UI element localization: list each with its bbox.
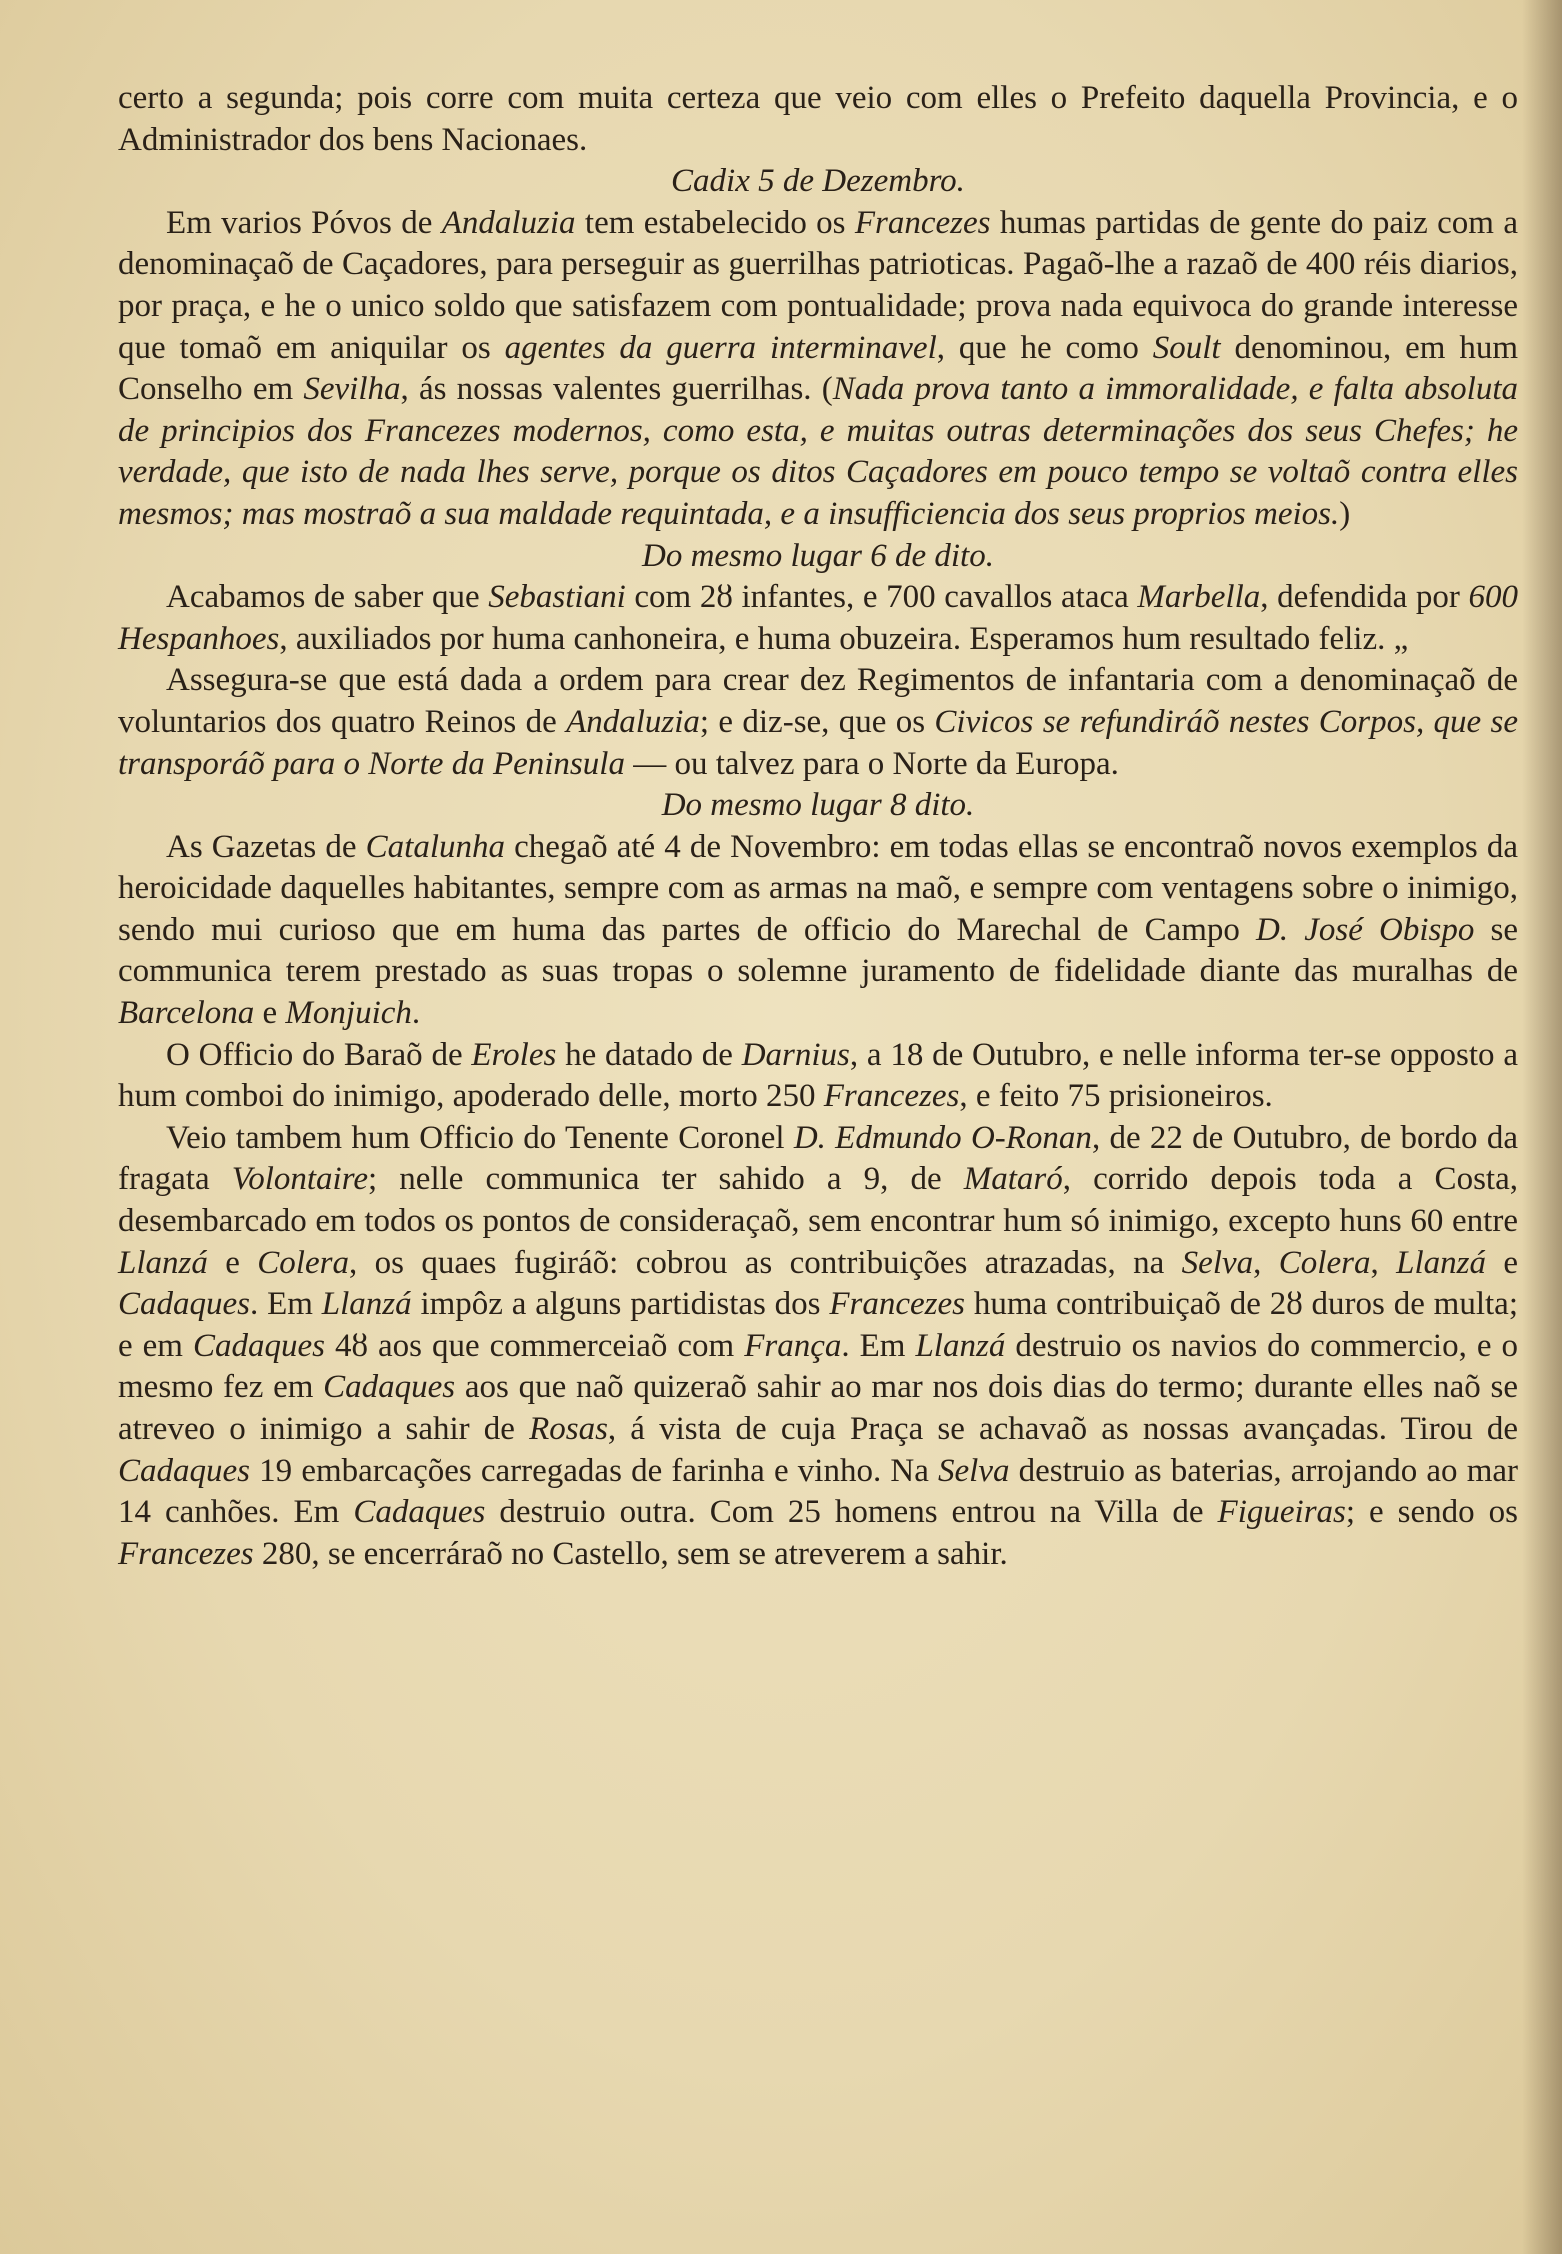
italic-run: Volontaire [231, 1161, 368, 1198]
text-run: Assegura-se que está dada a ordem para crear dez Regimentos de infantaria com a denominaçaõ de voluntarios dos quatro Reinos de [118, 662, 1518, 740]
italic-run: Soult [1152, 329, 1221, 366]
text-run: com 2ȣ infantes, e 700 cavallos ataca [625, 579, 1138, 616]
italic-run: Catalunha [365, 828, 505, 865]
text-run: , [1253, 1244, 1279, 1281]
text-run: , de 22 de Outubro, de bordo da fragata [118, 1119, 1518, 1198]
text-run: ) [1339, 495, 1351, 532]
italic-run: D. José Obispo [1256, 911, 1475, 948]
text-run: ; e sendo os [1345, 1494, 1519, 1531]
text-run: — ou talvez para o Norte da Europa. [624, 745, 1119, 782]
text-run: O Officio do Baraõ de [166, 1036, 472, 1073]
paragraph [118, 1035, 1518, 1118]
text-run: , defendida por [1260, 579, 1469, 616]
text-run: destruio os navios do commercio, e o mesmo fez em [118, 1327, 1519, 1406]
paragraph [118, 660, 1518, 785]
italic-run: Andaluzia [441, 204, 576, 241]
text-run: , corrido depois toda a Costa, desembarcado em todos os pontos de consideraçaõ, sem encontrar hum só inimigo, excepto huns 60 entre [118, 1161, 1518, 1240]
text-run: Veio tambem hum Officio do Tenente Coronel [166, 1119, 794, 1156]
dateline: Do mesmo lugar 6 de dito. [642, 537, 994, 574]
text-run: , á vista de cuja Praça se achavaõ as nossas avançadas. Tirou de [607, 1411, 1518, 1447]
italic-run: Francezes [829, 1286, 965, 1323]
page-edge-shadow [1522, 0, 1562, 2254]
italic-run: D. Edmundo O-Ronan [793, 1119, 1092, 1156]
italic-run: Selva [1181, 1244, 1254, 1281]
text-run: Em varios Póvos de [166, 204, 442, 241]
text-run: As Gazetas de [166, 828, 366, 865]
text-run: humas partidas de gente do paiz com a denominaçaõ de Caçadores, para perseguir as guerrilhas patrioticas. Pagaõ-lhe a razaõ de 400 réis diarios, por praça, e he o unico soldo que satisfazem com pontualidade; prova nada equivoca do grande interesse que tomaõ em aniquilar os [118, 204, 1518, 366]
text-run: , auxiliados por huma canhoneira, e huma obuzeira. Esperamos hum resultado feliz. „ [279, 620, 1409, 657]
text-run: , ás nossas valentes guerrilhas. ( [400, 371, 833, 408]
italic-run: Colera [257, 1244, 349, 1281]
text-run: tem estabelecido os [575, 204, 855, 241]
italic-run: Cadaques [353, 1494, 486, 1531]
text-run: se communica terem prestado as suas tropas o solemne juramento de fidelidade diante das muralhas de [118, 911, 1519, 990]
text-run: huma contribuiçaõ de 2ȣ duros de multa; e em [118, 1286, 1518, 1364]
italic-run: Eroles [471, 1036, 557, 1073]
paragraph [118, 203, 1518, 536]
italic-run: Llanzá [321, 1286, 412, 1323]
italic-run: Francezes [854, 204, 991, 241]
italic-run: Marbella [1137, 579, 1261, 616]
italic-run: Figueiras [1217, 1494, 1346, 1531]
text-run: destruio as baterias, arrojando ao mar 14 canhões. Em [118, 1452, 1518, 1531]
text-run: 280, se encerráraõ no Castello, sem se atreverem a sahir. [253, 1535, 1008, 1572]
italic-run: Barcelona [118, 995, 255, 1032]
text-run: ; nelle communica ter sahido a 9, de [368, 1161, 964, 1198]
italic-run: Selva [938, 1452, 1010, 1489]
text-run: impôz a alguns partidistas dos [411, 1286, 830, 1323]
text-run: e [254, 995, 286, 1032]
text-run: ; e diz-se, que os [699, 703, 935, 740]
italic-run: 600 Hespanhoes [118, 579, 1519, 657]
text-run: Acabamos de saber que [166, 579, 489, 616]
text-run: chegaõ até 4 de Novembro: em todas ellas se encontraõ novos exemplos da heroicidade daquelles habitantes, sempre com as armas na maõ, e sempre com ventagens sobre o inimigo, sendo mui curioso que em huma das partes de officio do Marechal de Campo [118, 828, 1518, 948]
text-run: , [1370, 1244, 1397, 1281]
italic-run: Rosas [529, 1411, 608, 1447]
italic-run: França [744, 1327, 842, 1364]
paragraph [118, 78, 1518, 161]
italic-run: Cadaques [192, 1327, 325, 1364]
italic-run: Monjuich [285, 995, 412, 1032]
text-run: destruio outra. Com 25 homens entrou na Villa de [485, 1494, 1218, 1531]
italic-run: Andaluzia [566, 703, 700, 740]
text-run: . [411, 995, 421, 1032]
text-run: e [1485, 1244, 1519, 1281]
italic-run: Colera [1278, 1244, 1371, 1281]
text-run: certo a segunda; pois corre com muita certeza que veio com elles o Prefeito daquella Provincia, e o Administrador dos bens Nacionaes. [118, 80, 1518, 158]
text-run: , que he como [936, 329, 1153, 366]
paragraph [118, 1118, 1518, 1576]
italic-run: Francezes [823, 1078, 960, 1115]
italic-run: Llanzá [118, 1244, 208, 1281]
italic-run: Mataró [963, 1161, 1063, 1198]
italic-run: Darnius [741, 1036, 850, 1073]
italic-run: Sebastiani [488, 579, 626, 616]
text-run: 4ȣ aos que commerceiaõ com [324, 1327, 745, 1364]
italic-run: Cadaques [118, 1286, 250, 1323]
italic-run: Nada prova tanto a immoralidade, e falta absoluta de principios dos Francezes modernos, como esta, e muitas outras determinações dos seus Chefes; he verdade, que isto de nada lhes serve, porque os ditos Caçadores em pouco tempo se voltaõ contra elles mesmos; mas mostraõ a sua maldade requintada, e a insufficiencia dos seus proprios meios. [118, 371, 1518, 532]
text-run: e [207, 1244, 258, 1281]
text-run: . Em [250, 1286, 322, 1323]
italic-run: Cadaques [118, 1452, 250, 1489]
text-run: aos que naõ quizeraõ sahir ao mar nos dois dias do termo; durante elles naõ se atreveo o inimigo a sahir de [118, 1369, 1518, 1447]
text-run: , os quaes fugiráõ: cobrou as contribuições atrazadas, na [348, 1244, 1182, 1281]
dateline: Do mesmo lugar 8 dito. [661, 787, 975, 824]
text-run: denominou, em hum Conselho em [118, 329, 1519, 408]
italic-run: Francezes [118, 1535, 254, 1572]
italic-run: Llanzá [915, 1327, 1006, 1364]
paragraph [118, 577, 1518, 660]
italic-run: Sevilha [303, 371, 401, 408]
text-run: 19 embarcações carregadas de farinha e vinho. Na [250, 1452, 939, 1489]
text-run: , e feito 75 prisioneiros. [959, 1078, 1273, 1115]
text-run: . Em [841, 1327, 916, 1364]
italic-run: Llanzá [1396, 1244, 1486, 1281]
paragraph [118, 827, 1518, 1035]
italic-run: Civicos se refundiráõ nestes Corpos, que se transporáõ para o Norte da Peninsula [118, 703, 1518, 782]
dateline: Cadix 5 de Dezembro. [671, 163, 965, 200]
text-run: , a 18 de Outubro, e nelle informa ter-se opposto a hum comboi do inimigo, apoderado delle, morto 250 [118, 1036, 1518, 1115]
article-text [118, 78, 1518, 1575]
text-run: he datado de [556, 1036, 742, 1073]
italic-run: agentes da guerra interminavel [504, 329, 937, 366]
italic-run: Cadaques [323, 1369, 456, 1406]
